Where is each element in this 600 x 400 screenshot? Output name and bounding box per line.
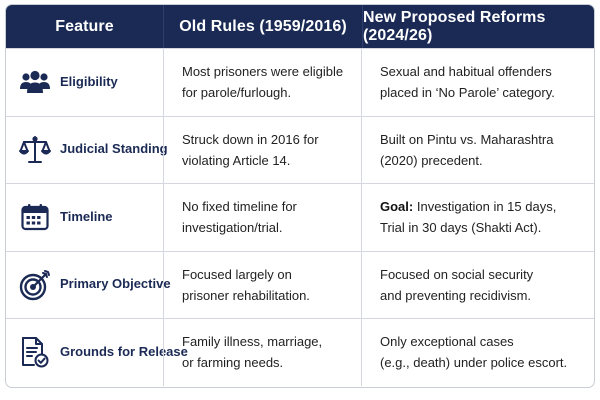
feature-label: Grounds for Release xyxy=(60,343,188,359)
old-rule-cell xyxy=(163,117,361,184)
new-reform-cell xyxy=(361,49,594,116)
header-old-rules: Old Rules (1959/2016) xyxy=(163,5,362,48)
table-header xyxy=(6,5,594,48)
new-reform-line: Only exceptional cases xyxy=(380,334,514,350)
old-rule-line: No fixed timeline for xyxy=(182,199,297,215)
old-rule-line: Most prisoners were eligible xyxy=(182,64,344,80)
header-feature: Feature xyxy=(55,17,114,35)
new-reform-line: and preventing recidivism. xyxy=(380,287,532,303)
new-reform-line-with-goal xyxy=(380,196,556,217)
feature-cell xyxy=(6,184,163,251)
feature-label: Judicial Standing xyxy=(60,141,168,157)
new-reform-line: Built on Pintu vs. Maharashtra xyxy=(380,131,554,147)
scales-of-justice-icon xyxy=(18,133,52,167)
document-check-icon xyxy=(18,335,52,369)
old-rule-cell xyxy=(163,49,361,116)
feature-label: Eligibility xyxy=(60,73,118,89)
old-rule-cell xyxy=(163,252,361,319)
target-icon xyxy=(18,268,52,302)
old-rule-line: investigation/trial. xyxy=(182,220,283,236)
feature-cell xyxy=(6,49,163,116)
new-reform-cell xyxy=(361,117,594,184)
feature-cell xyxy=(6,117,168,184)
table-row xyxy=(6,48,594,116)
table-row xyxy=(6,183,594,251)
comparison-table xyxy=(5,4,595,388)
header-new-reforms: New Proposed Reforms (2024/26) xyxy=(362,5,594,48)
old-rule-cell xyxy=(163,184,361,251)
new-reform-line: (e.g., death) under police escort. xyxy=(380,355,568,371)
old-rule-line: Struck down in 2016 for xyxy=(182,131,319,147)
feature-cell xyxy=(6,252,171,319)
table-row xyxy=(6,116,594,184)
new-reform-line: placed in ‘No Parole’ category. xyxy=(380,85,555,101)
new-reform-cell xyxy=(361,184,594,251)
feature-cell xyxy=(6,319,188,386)
old-rule-line: or farming needs. xyxy=(182,355,284,371)
old-rule-line: Focused largely on xyxy=(182,266,292,282)
old-rule-line: violating Article 14. xyxy=(182,152,291,168)
new-reform-cell xyxy=(361,319,594,386)
calendar-icon xyxy=(18,200,52,234)
old-rule-line: Family illness, marriage, xyxy=(182,334,323,350)
new-reform-line: Focused on social security xyxy=(380,266,534,282)
feature-label: Timeline xyxy=(60,208,113,224)
table-row xyxy=(6,251,594,319)
people-group-icon xyxy=(18,65,52,99)
table-row xyxy=(6,318,594,386)
old-rule-line: prisoner rehabilitation. xyxy=(182,287,310,303)
new-reform-line: Sexual and habitual offenders xyxy=(380,64,552,80)
feature-label: Primary Objective xyxy=(60,276,171,292)
new-reform-cell xyxy=(361,252,594,319)
new-reform-line: Investigation in 15 days, xyxy=(413,199,557,215)
old-rule-line: for parole/furlough. xyxy=(182,85,292,101)
new-reform-line: (2020) precedent. xyxy=(380,152,483,168)
goal-prefix: Goal: xyxy=(380,199,414,215)
old-rule-cell xyxy=(163,319,361,386)
new-reform-line: Trial in 30 days (Shakti Act). xyxy=(380,220,542,236)
